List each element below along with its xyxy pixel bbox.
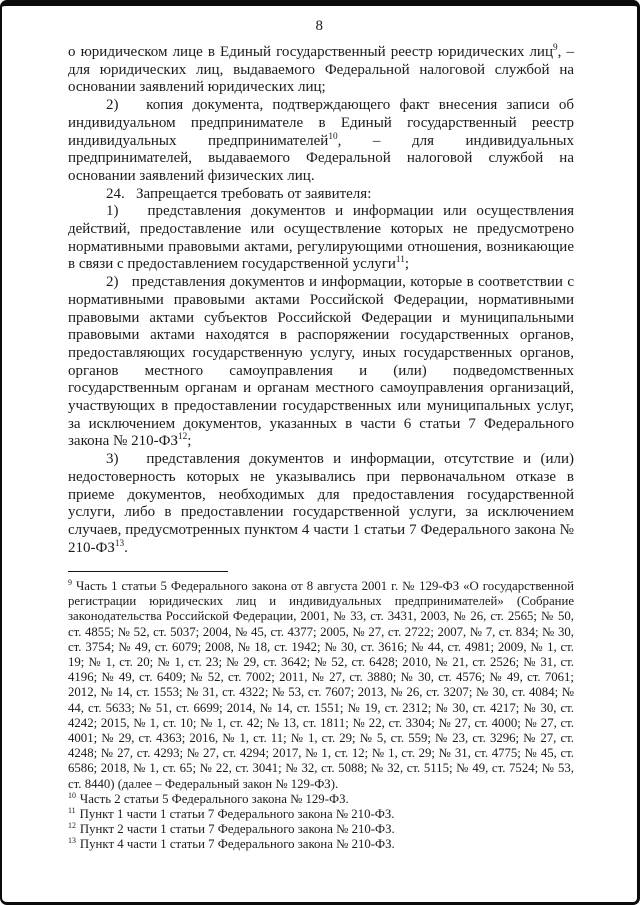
paragraph-text: 2) копия документа, подтверждающего факт внесения записи об индивидуальном предпринимателе в Единый государственный реестр индивидуальных предпринимателей: [68, 97, 574, 149]
paragraph-text: , – для индивидуальных предпринимателей, выдаваемого Федеральной налоговой службой на основании заявлений физических лиц.: [68, 132, 575, 184]
footnote-ref: 12: [177, 432, 188, 443]
body-paragraph: [68, 451, 574, 557]
footnote-text: Пункт 2 части 1 статьи 7 Федерального закона № 210-ФЗ.: [79, 822, 395, 837]
paragraph-text: ;: [187, 433, 192, 450]
footnote-number: 11: [68, 805, 76, 815]
footnote-ref: 13: [114, 538, 125, 549]
paragraph-text: о юридическом лице в Единый государственный реестр юридических лиц: [68, 44, 553, 60]
paragraph-text: 1) представления документов и информации или осуществления действий, предоставление или осуществление которых не предусмотрено нормативными правовыми актами, регулирующими отношения, возникающие в связи с предоставлением государственной услуги: [68, 203, 574, 273]
body-paragraph: [68, 44, 574, 97]
footnote-text: Пункт 4 части 1 статьи 7 Федерального закона № 210-ФЗ.: [79, 837, 395, 852]
page-number: 8: [315, 18, 324, 34]
footnote-item: [68, 807, 574, 822]
footnote-number: 10: [68, 790, 76, 800]
body-paragraph: [68, 203, 574, 274]
footnote-ref: 10: [328, 131, 338, 142]
paragraph-text: .: [124, 539, 128, 556]
footnote-text: Пункт 1 части 1 статьи 7 Федерального закона № 210-ФЗ.: [79, 807, 395, 822]
footnote-separator: [68, 571, 228, 572]
footnote-item: [68, 792, 574, 807]
footnote-number: 9: [68, 577, 72, 587]
paragraph-text: 3) представления документов и информации, отсутствие и (или) недостоверность которых не указывались при первоначальном отказе в приеме документов, необходимых для предоставления государственной услуги, либо в предоставлении государственной услуги, за исключением случаев, предусмотренных пунктом 4 части 1 статьи 7 Федерального закона № 210-ФЗ: [68, 451, 574, 556]
footnote-ref: 9: [553, 43, 558, 53]
footnote-text: Часть 2 статьи 5 Федерального закона № 129-ФЗ.: [79, 791, 349, 806]
document-body: [68, 44, 574, 557]
footnote-item: [68, 579, 574, 792]
footnote-number: 12: [68, 820, 76, 830]
footnote-ref: 11: [395, 255, 405, 266]
body-paragraph: [68, 274, 574, 451]
paragraph-text: ;: [404, 256, 410, 273]
body-paragraph: [68, 186, 574, 204]
paragraph-text: , – для юридических лиц, выдаваемого Федеральной налоговой службой на основании заявлений юридических лиц;: [68, 44, 575, 96]
footnote-item: [68, 837, 574, 852]
body-paragraph: [68, 97, 574, 186]
paragraph-text: 24. Запрещается требовать от заявителя:: [106, 185, 372, 202]
footnote-number: 13: [68, 836, 76, 846]
footnote-item: [68, 822, 574, 837]
footnote-text: Часть 1 статьи 5 Федерального закона от 8 августа 2001 г. № 129-ФЗ «О государственной регистрации юридических лиц и индивидуальных предпринимателей» (Собрание законодательства Российской Федерации, 2001, № 33, ст. 3431, 2003, № 26, ст. 2565; № 50, ст. 4855; № 52, ст. 5037; 2004, № 45, ст. 4377; 2005, № 27, ст. 2722; 2007, № 7, ст. 834; № 30, ст. 3754; № 49, ст. 6079; 2008, № 18, ст. 1942; № 30, ст. 3616; № 44, ст. 4981; 2009, № 1, ст. 19; № 1, ст. 20; № 1, ст. 23; № 29, ст. 3642; № 52, ст. 6428; 2010, № 21, ст. 2526; № 31, ст. 4196; № 49, ст. 6409; № 52, ст. 7002; 2011, № 27, ст. 3880; № 30, ст. 4576; № 49, ст. 7061; 2012, № 14, ст. 1553; № 31, ст. 4322; № 53, ст. 7607; 2013, № 26, ст. 3207; № 30, ст. 4084; № 44, ст. 5633; № 51, ст. 6699; 2014, № 14, ст. 1551; № 19, ст. 2312; № 30, ст. 4217; № 30, ст. 4242; 2015, № 1, ст. 10; № 1, ст. 42; № 13, ст. 1811; № 22, ст. 3304; № 27, ст. 4000; № 27, ст. 4001; № 29, ст. 4363; 2016, № 1, ст. 11; № 1, ст. 29; № 5, ст. 559; № 23, ст. 3296; № 27, ст. 4248; № 27, ст. 4293; № 27, ст. 4294; 2017, № 1, ст. 12; № 1, ст. 29; № 31, ст. 4775; № 45, ст. 6586; 2018, № 1, ст. 65; № 22, ст. 3041; № 32, ст. 5088; № 32, ст. 5115; № 49, ст. 7524; № 53, ст. 8440) (далее – Федеральный закон № 129-ФЗ).: [68, 579, 574, 791]
footnotes-section: [68, 571, 574, 853]
paragraph-text: 2) представления документов и информации, которые в соответствии с нормативными правовыми актами Российской Федерации, нормативными правовыми актами субъектов Российской Федерации и муниципальными правовыми актами находятся в распоряжении государственных органов, предоставляющих государственную услугу, иных государственных органов, органов местного самоуправления и (или) подведомственных государственным органам и органам местного самоуправления организаций, участвующих в предоставлении государственных или муниципальных услуг, за исключением документов, указанных в части 6 статьи 7 Федерального закона № 210-ФЗ: [68, 274, 574, 450]
